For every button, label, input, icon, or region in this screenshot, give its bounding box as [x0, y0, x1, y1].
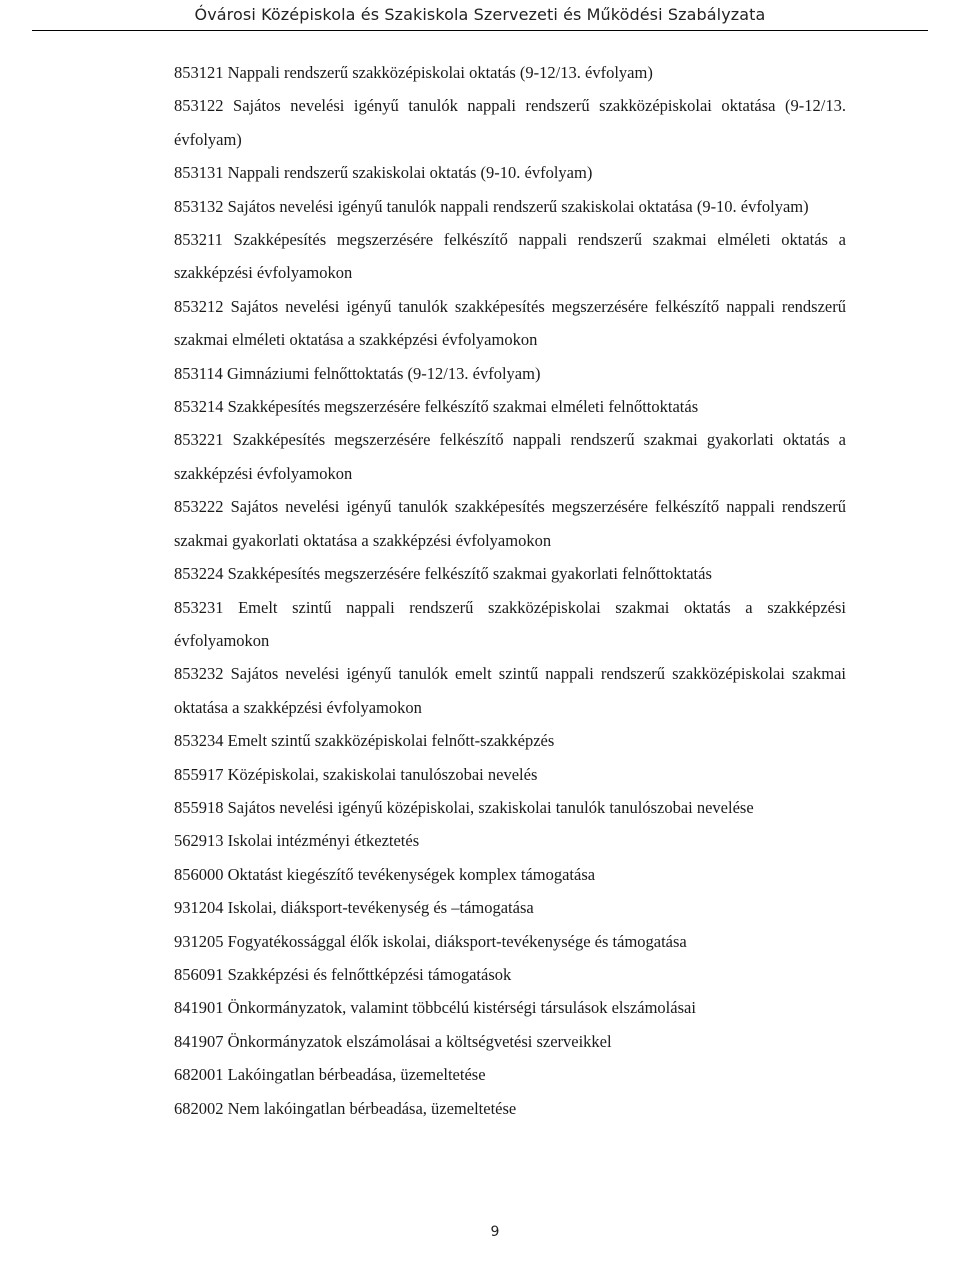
list-item: 931205 Fogyatékossággal élők iskolai, diáksport-tevékenysége és támogatása	[174, 931, 687, 951]
list-item: 562913 Iskolai intézményi étkeztetés	[174, 831, 420, 851]
list-item: 853222 Sajátos nevelési igényű tanulók szakképesítés megszerzésére felkészítő nappali rendszerű szakmai gyakorlati oktatása a szakképzési évfolyamokon	[174, 497, 846, 550]
list-item: 853132 Sajátos nevelési igényű tanulók nappali rendszerű szakiskolai oktatása (9-10. évfolyam)	[174, 196, 809, 216]
list-item: 853114 Gimnáziumi felnőttoktatás (9-12/13. évfolyam)	[174, 363, 541, 383]
document-title: Óvárosi Középiskola és Szakiskola Szervezeti és Működési Szabályzata	[194, 5, 766, 24]
list-item: 853231 Emelt szintű nappali rendszerű szakközépiskolai szakmai oktatás a szakképzési évfolyamokon	[174, 597, 846, 650]
list-item: 853122 Sajátos nevelési igényű tanulók nappali rendszerű szakközépiskolai oktatása (9-12/13. évfolyam)	[174, 96, 846, 149]
list-item: 853121 Nappali rendszerű szakközépiskolai oktatás (9-12/13. évfolyam)	[174, 63, 653, 82]
list-item: 856091 Szakképzési és felnőttképzési támogatások	[174, 964, 512, 984]
page-header	[32, 0, 928, 31]
list-item: 682002 Nem lakóingatlan bérbeadása, üzemeltetése	[174, 1098, 517, 1118]
list-item: 853224 Szakképesítés megszerzésére felkészítő szakmai gyakorlati felnőttoktatás	[174, 564, 712, 584]
list-item: 853214 Szakképesítés megszerzésére felkészítő szakmai elméleti felnőttoktatás	[174, 397, 699, 417]
page-number: 9	[490, 1224, 500, 1240]
activity-code-list	[174, 56, 846, 1125]
list-item: 853232 Sajátos nevelési igényű tanulók emelt szintű nappali rendszerű szakközépiskolai szakmai oktatása a szakképzési évfolyamokon	[174, 664, 846, 717]
list-item: 853211 Szakképesítés megszerzésére felkészítő nappali rendszerű szakmai elméleti oktatás a szakképzési évfolyamokon	[174, 230, 846, 283]
list-item: 682001 Lakóingatlan bérbeadása, üzemeltetése	[174, 1065, 486, 1085]
list-item: 853234 Emelt szintű szakközépiskolai felnőtt-szakképzés	[174, 731, 555, 751]
list-item: 841907 Önkormányzatok elszámolásai a költségvetési szerveikkel	[174, 1031, 612, 1051]
list-item: 853212 Sajátos nevelési igényű tanulók szakképesítés megszerzésére felkészítő nappali rendszerű szakmai elméleti oktatása a szakképzési évfolyamokon	[174, 296, 846, 350]
list-item: 841901 Önkormányzatok, valamint többcélú kistérségi társulások elszámolásai	[174, 998, 696, 1018]
list-item: 855917 Középiskolai, szakiskolai tanulószobai nevelés	[174, 764, 538, 784]
list-item: 855918 Sajátos nevelési igényű középiskolai, szakiskolai tanulók tanulószobai nevelése	[174, 797, 754, 817]
list-item: 853131 Nappali rendszerű szakiskolai oktatás (9-10. évfolyam)	[174, 163, 593, 183]
list-item: 856000 Oktatást kiegészítő tevékenységek komplex támogatása	[174, 864, 596, 884]
list-item: 931204 Iskolai, diáksport-tevékenység és –támogatása	[174, 898, 534, 918]
list-item: 853221 Szakképesítés megszerzésére felkészítő nappali rendszerű szakmai gyakorlati oktatás a szakképzési évfolyamokon	[174, 430, 846, 483]
